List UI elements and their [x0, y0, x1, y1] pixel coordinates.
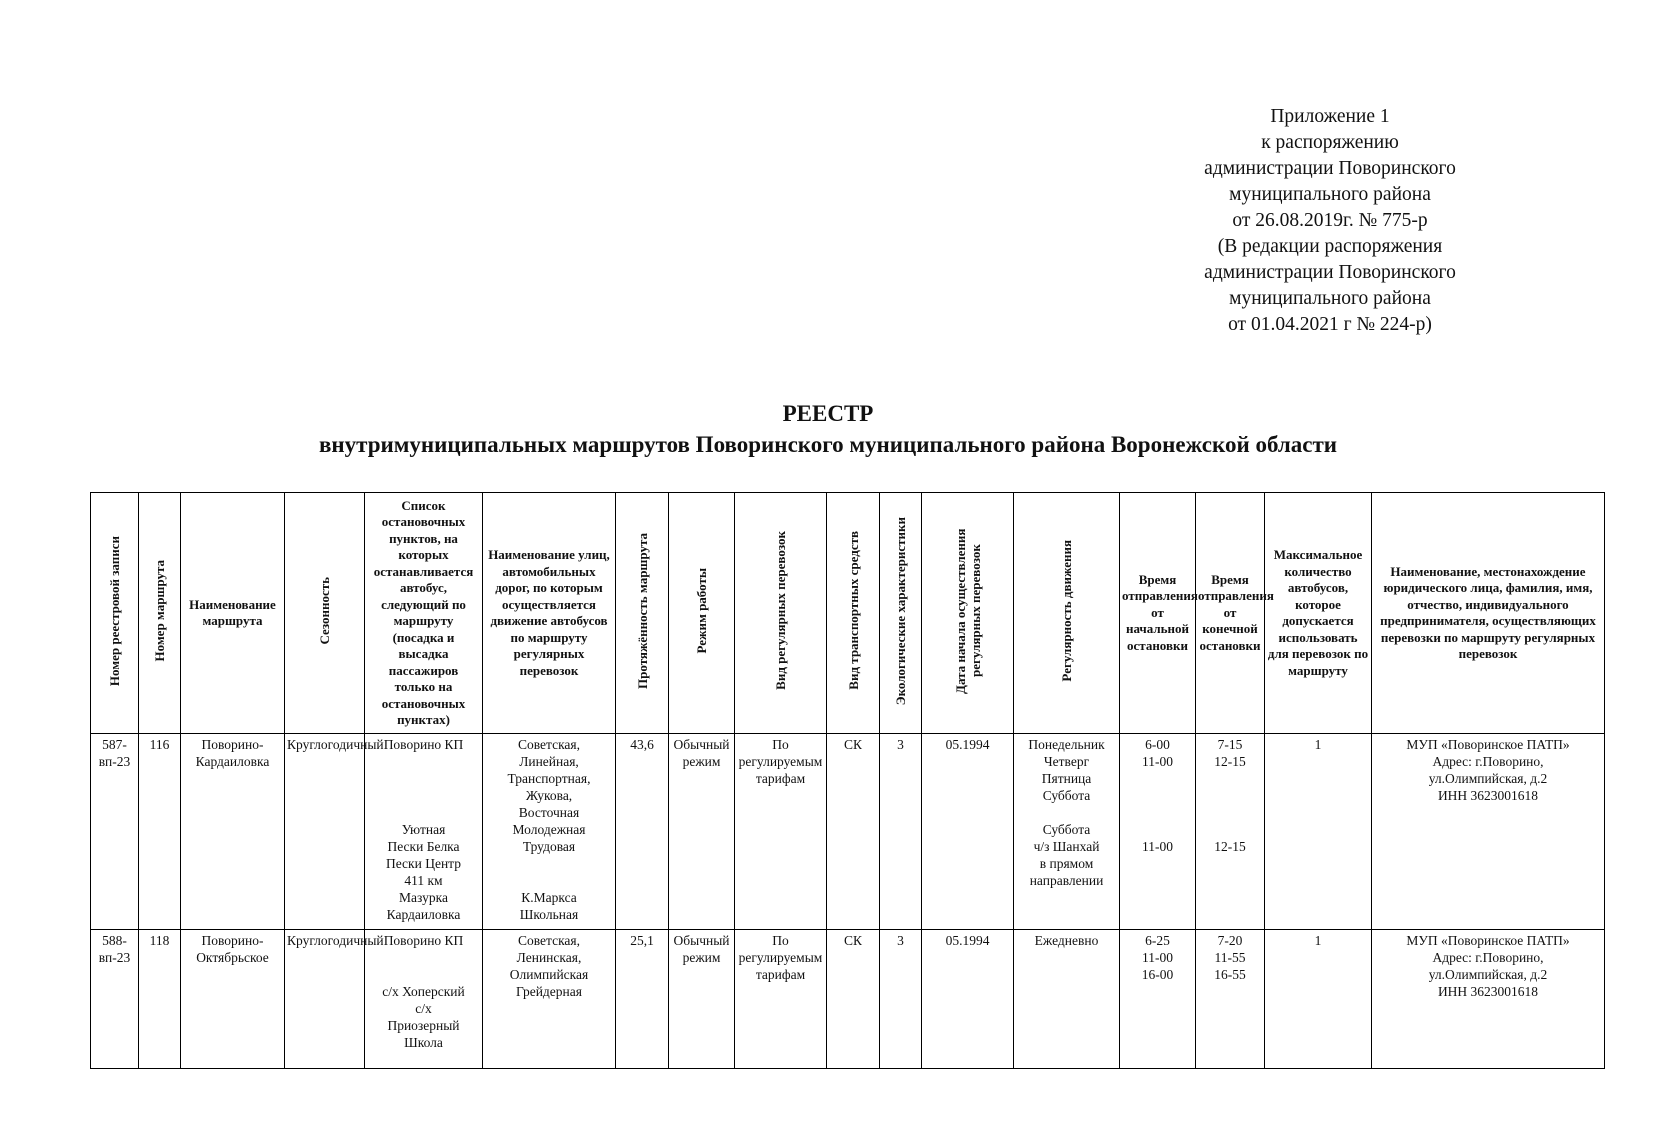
stop-name: Пески Центр	[385, 856, 461, 871]
cell-streets	[483, 930, 616, 1069]
approval-line: муниципального района	[1229, 184, 1431, 205]
cell-season: Круглогодичный	[285, 734, 365, 930]
cell-season: Круглогодичный	[285, 930, 365, 1069]
header-dep-end: Время отправления от конечной остановки	[1196, 493, 1265, 734]
street-name: Советская,	[517, 933, 581, 948]
cell-regularity	[1014, 734, 1120, 930]
street-name: Линейная,	[519, 754, 579, 769]
regularity-line: в прямом	[1039, 856, 1094, 871]
cell-vehicle-kind: СК	[827, 734, 880, 930]
cell-carrier	[1372, 930, 1605, 1069]
street-name: Олимпийская	[509, 967, 589, 982]
carrier-line: ИНН 3623001618	[1437, 984, 1539, 999]
time-value: 16-00	[1141, 967, 1174, 982]
cell-stops	[365, 734, 483, 930]
stop-name: Мазурка	[399, 890, 448, 905]
stop-name: 411 км	[404, 873, 443, 888]
header-carrier: Наименование, местонахождение юридического лица, фамилия, имя, отчество, индивидуального предпринимателя, осуществляющих перевозки по маршруту регулярных перевозок	[1372, 493, 1605, 734]
document-heading	[0, 398, 1656, 460]
cell-max-buses: 1	[1265, 734, 1372, 930]
street-name: Транспортная,	[507, 771, 591, 786]
regularity-line: ч/з Шанхай	[1033, 839, 1100, 854]
street-name: Советская,	[517, 737, 581, 752]
time-value: 16-55	[1214, 967, 1246, 982]
regularity-line: Суббота	[1042, 788, 1091, 803]
header-vehicle-kind: Вид транспортных средств	[827, 493, 880, 734]
header-streets: Наименование улиц, автомобильных дорог, по которым осуществляется движение автобусов по маршруту регулярных перевозок	[483, 493, 616, 734]
header-route-name: Наименование маршрута	[181, 493, 285, 734]
header-length: Протяжённость маршрута	[616, 493, 669, 734]
cell-transport-kind: По регулируемым тарифам	[735, 734, 827, 930]
time-value: 12-15	[1214, 839, 1246, 854]
regularity-line: Четверг	[1043, 754, 1090, 769]
cell-reg-no: 588-вп-23	[91, 930, 139, 1069]
regularity-line: Пятница	[1041, 771, 1092, 786]
header-route-no: Номер маршрута	[139, 493, 181, 734]
approval-line: (В редакции распоряжения	[1217, 236, 1443, 257]
carrier-line: Адрес: г.Поворино,	[1432, 950, 1544, 965]
cell-route-no: 118	[139, 930, 181, 1069]
stop-name: Уютная	[401, 822, 446, 837]
approval-note	[1160, 104, 1500, 338]
street-name: Молодежная	[512, 822, 586, 837]
stop-name: Кардаиловка	[386, 907, 461, 922]
cell-eco: 3	[880, 734, 922, 930]
cell-stops	[365, 930, 483, 1069]
header-stops: Список остановочных пунктов, на которых останавливается автобус, следующий по маршруту (посадка и высадка пассажиров только на остановочных пунктах)	[365, 493, 483, 734]
cell-length: 25,1	[616, 930, 669, 1069]
street-name: Ленинская,	[516, 950, 582, 965]
approval-line: к распоряжению	[1261, 132, 1399, 153]
approval-line: от 26.08.2019г. № 775-р	[1232, 210, 1428, 231]
time-value: 7-20	[1217, 933, 1243, 948]
cell-carrier	[1372, 734, 1605, 930]
table-header-row	[91, 493, 1605, 734]
regularity-line: Суббота	[1042, 822, 1091, 837]
stop-name: Поворино КП	[383, 737, 464, 752]
carrier-line: МУП «Поворинское ПАТП»	[1406, 933, 1570, 948]
time-value: 11-55	[1214, 950, 1246, 965]
cell-route-name: Поворино-Кардаиловка	[181, 734, 285, 930]
cell-eco: 3	[880, 930, 922, 1069]
time-value: 12-15	[1214, 754, 1246, 769]
cell-reg-no: 587-вп-23	[91, 734, 139, 930]
header-reg-no: Номер реестровой записи	[91, 493, 139, 734]
time-value: 11-00	[1142, 754, 1173, 769]
header-max-buses: Максимальное количество автобусов, которое допускается использовать для перевозок по маршруту	[1265, 493, 1372, 734]
approval-line: муниципального района	[1229, 288, 1431, 309]
cell-vehicle-kind: СК	[827, 930, 880, 1069]
street-name: Жукова,	[525, 788, 573, 803]
street-name: Трудовая	[522, 839, 576, 854]
cell-length: 43,6	[616, 734, 669, 930]
street-name: Школьная	[519, 907, 579, 922]
time-value: 7-15	[1217, 737, 1243, 752]
time-value: 6-25	[1145, 933, 1170, 948]
cell-dep-start	[1120, 734, 1196, 930]
stop-name: Пески Белка	[387, 839, 460, 854]
street-name: Грейдерная	[516, 984, 582, 999]
approval-line: от 01.04.2021 г № 224-р)	[1228, 314, 1432, 335]
street-name: Восточная	[518, 805, 580, 820]
time-value: 6-00	[1145, 737, 1170, 752]
stop-name: Приозерный	[387, 1018, 460, 1033]
table-row	[91, 930, 1605, 1069]
regularity-line: направлении	[1029, 873, 1104, 888]
carrier-line: МУП «Поворинское ПАТП»	[1406, 737, 1570, 752]
stop-name: с/х	[415, 1001, 432, 1016]
stop-name: с/х Хоперский	[382, 984, 465, 999]
approval-line: администрации Поворинского	[1204, 158, 1456, 179]
cell-start-date: 05.1994	[922, 930, 1014, 1069]
cell-mode: Обычный режим	[669, 930, 735, 1069]
document-subtitle: внутримуниципальных маршрутов Поворинского муниципального района Воронежской области	[318, 432, 1338, 457]
regularity-line: Понедельник	[1028, 737, 1105, 752]
header-season: Сезонность	[285, 493, 365, 734]
cell-dep-start	[1120, 930, 1196, 1069]
header-eco: Экологические характеристики	[880, 493, 922, 734]
registry-table	[90, 492, 1605, 1069]
cell-transport-kind: По регулируемым тарифам	[735, 930, 827, 1069]
cell-mode: Обычный режим	[669, 734, 735, 930]
approval-line: администрации Поворинского	[1204, 262, 1456, 283]
carrier-line: Адрес: г.Поворино,	[1432, 754, 1544, 769]
cell-regularity: Ежедневно	[1014, 930, 1120, 1069]
cell-route-name: Поворино-Октябрьское	[181, 930, 285, 1069]
document-title: РЕЕСТР	[782, 401, 874, 426]
header-start-date: Дата начала осуществления регулярных перевозок	[922, 493, 1014, 734]
cell-dep-end	[1196, 734, 1265, 930]
approval-line: Приложение 1	[1270, 106, 1390, 127]
time-value: 11-00	[1142, 839, 1173, 854]
header-regularity: Регулярность движения	[1014, 493, 1120, 734]
header-transport-kind: Вид регулярных перевозок	[735, 493, 827, 734]
header-mode: Режим работы	[669, 493, 735, 734]
stop-name: Школа	[404, 1035, 443, 1050]
cell-dep-end	[1196, 930, 1265, 1069]
cell-streets	[483, 734, 616, 930]
carrier-line: ул.Олимпийская, д.2	[1428, 771, 1548, 786]
carrier-line: ИНН 3623001618	[1437, 788, 1539, 803]
street-name: К.Маркса	[521, 890, 577, 905]
cell-route-no: 116	[139, 734, 181, 930]
cell-max-buses: 1	[1265, 930, 1372, 1069]
header-dep-start: Время отправления от начальной остановки	[1120, 493, 1196, 734]
stop-name: Поворино КП	[383, 933, 464, 948]
cell-start-date: 05.1994	[922, 734, 1014, 930]
time-value: 11-00	[1142, 950, 1173, 965]
table-row	[91, 734, 1605, 930]
carrier-line: ул.Олимпийская, д.2	[1428, 967, 1548, 982]
